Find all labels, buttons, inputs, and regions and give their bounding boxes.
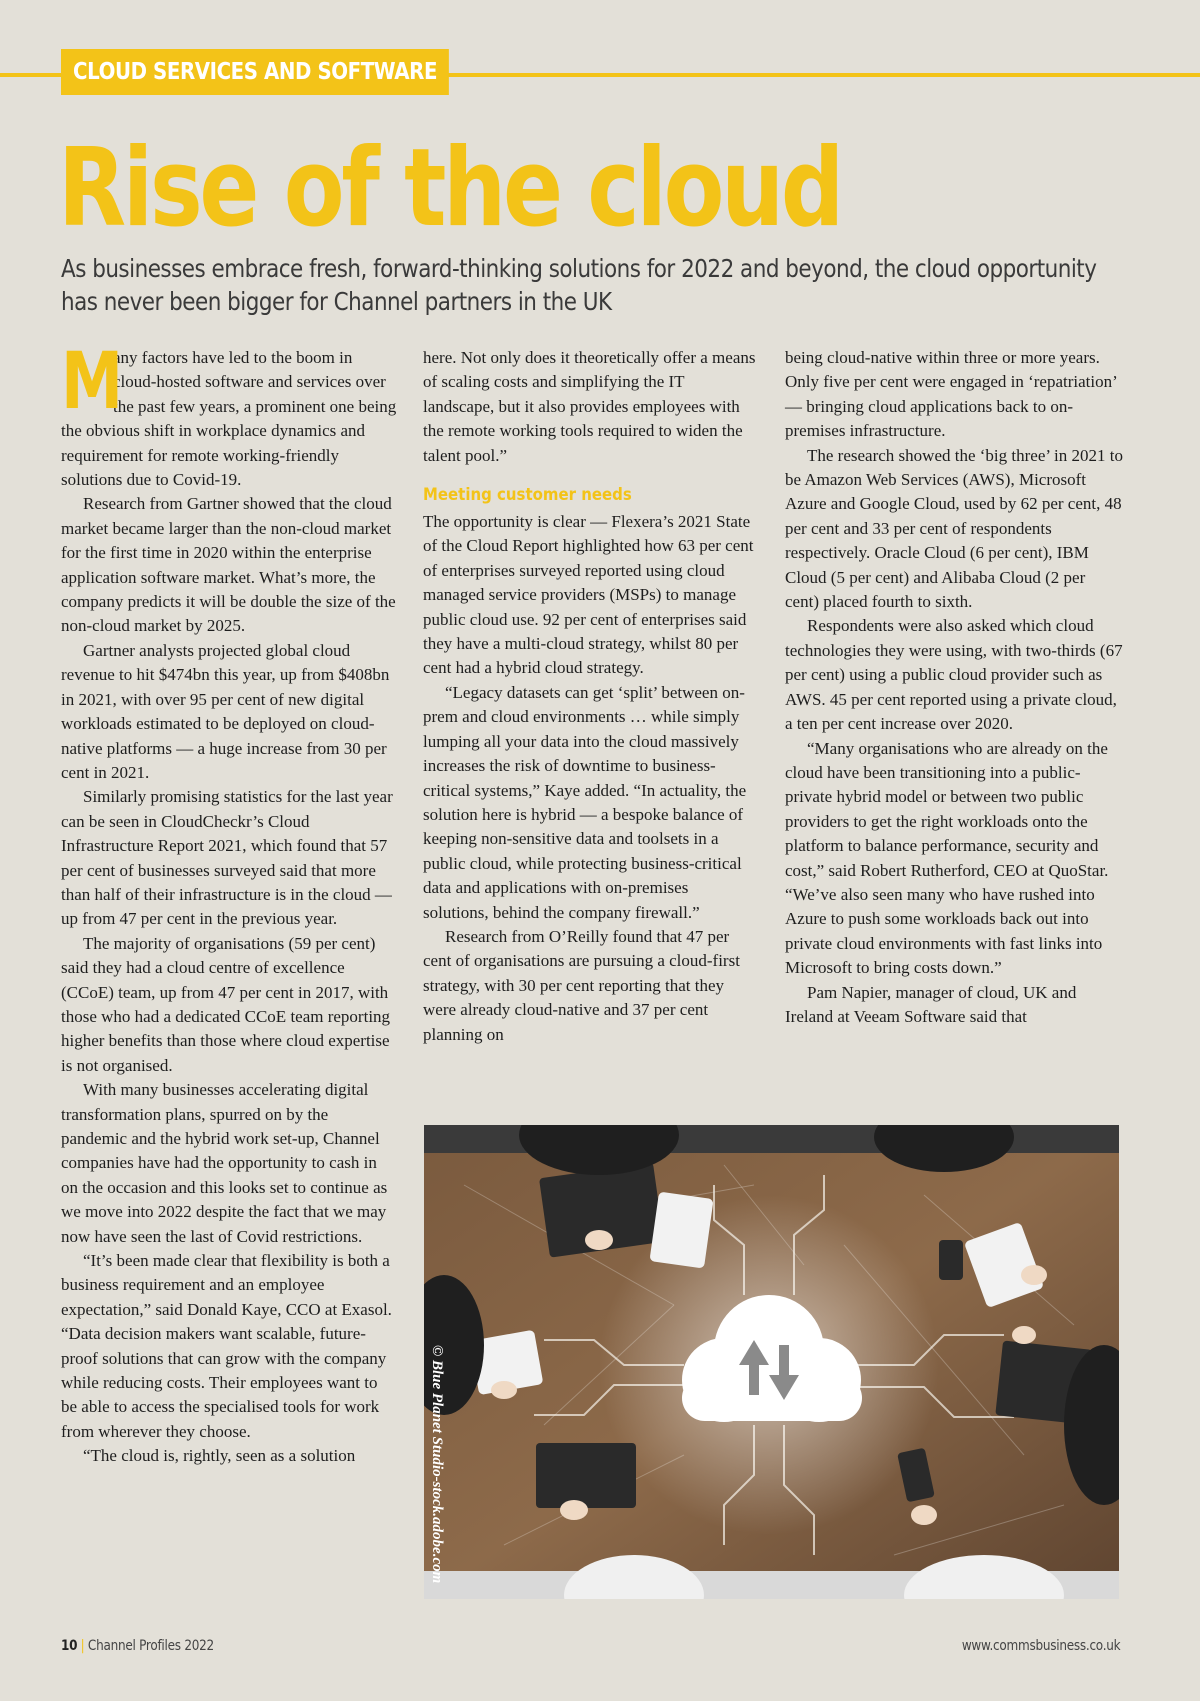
footer-separator: | xyxy=(80,1638,85,1654)
column-3 xyxy=(785,346,1123,1029)
paragraph: Similarly promising statistics for the last year can be seen in CloudCheckr’s Cloud Infrastructure Report 2021, which found that 57 per cent of businesses surveyed said that more than half of their infrastructure is in the cloud — up from 47 per cent in the previous year. xyxy=(61,787,393,929)
paragraph: being cloud-native within three or more years. Only five per cent were engaged in ‘repatriation’ — bringing cloud applications back to on-premises infrastructure. xyxy=(785,348,1117,441)
paragraph: Pam Napier, manager of cloud, UK and Ireland at Veeam Software said that xyxy=(785,982,1077,1026)
footer-website: www.commsbusiness.co.uk xyxy=(961,1638,1120,1654)
article-title: Rise of the cloud xyxy=(58,126,842,251)
paragraph: The majority of organisations (59 per cent) said they had a cloud centre of excellence (CCoE) team, up from 47 per cent in 2017, with those who had a dedicated CCoE team reporting higher benefits than those where cloud expertise is not organised. xyxy=(61,933,391,1075)
paragraph: “Legacy datasets can get ‘split’ between on-prem and cloud environments … while simply lumping all your data into the cloud massively increases the risk of downtime to business-critical systems,” Kaye added. “In actuality, the solution here is hybrid — a bespoke balance of keeping non-sensitive data and toolsets in a public cloud, while protecting business-critical data and applications with on-premises solutions, behind the company firewall.” xyxy=(423,682,747,922)
paragraph: The research showed the ‘big three’ in 2021 to be Amazon Web Services (AWS), Microsoft Azure and Google Cloud, used by 62 per cent, 48 per cent and 33 per cent of respondents respectively. Oracle Cloud (6 per cent), IBM Cloud (5 per cent) and Alibaba Cloud (2 per cent) placed fourth to sixth. xyxy=(785,445,1123,612)
cloud-network-illustration xyxy=(424,1125,1119,1599)
publication-name: Channel Profiles 2022 xyxy=(87,1638,214,1654)
page-number: 10 xyxy=(61,1638,78,1654)
paragraph: Research from Gartner showed that the cloud market became larger than the non-cloud market for the first time in 2020 within the enterprise application software market. What’s more, the company predicts it will be double the size of the non-cloud market by 2025. xyxy=(61,494,396,636)
subheading: Meeting customer needs xyxy=(423,485,632,506)
column-2 xyxy=(423,346,757,1047)
paragraph: Respondents were also asked which cloud technologies they were using, with two-thirds (67 per cent) using a public cloud provider such as AWS. 45 per cent reported using a private cloud, a ten per cent increase over 2020. xyxy=(785,616,1123,734)
paragraph: Research from O’Reilly found that 47 per cent of organisations are pursuing a cloud-first strategy, with 30 per cent reporting that they were already cloud-native and 37 per cent planning on xyxy=(423,926,740,1044)
paragraph: here. Not only does it theoretically offer a means of scaling costs and simplifying the IT landscape, but it also provides employees with the remote working tools required to widen the talent pool.” xyxy=(423,348,756,465)
paragraph: With many businesses accelerating digital transformation plans, spurred on by the pandemic and the hybrid work set-up, Channel companies have had the opportunity to cash in on the occasion and this looks set to continue as we move into 2022 despite the fact that we may now have seen the last of Covid restrictions. xyxy=(61,1080,388,1246)
paragraph: The opportunity is clear — Flexera’s 2021 State of the Cloud Report highlighted how 63 per cent of enterprises surveyed reported using cloud managed service providers (MSPs) to manage public cloud use. 92 per cent of enterprises said they have a multi-cloud strategy, whilst 80 per cent had a hybrid cloud strategy. xyxy=(423,512,754,678)
paragraph: M any factors have led to the boom in cloud-hosted software and services over the past few years, a prominent one being the obvious shift in workplace dynamics and requirement for remote working-friendly solutions due to Covid-19. xyxy=(61,337,397,490)
paragraph: “It’s been made clear that flexibility is both a business requirement and an employee expectation,” said Donald Kaye, CCO at Exasol. “Data decision makers want scalable, future-proof solutions that can grow with the company while reducing costs. Their employees want to be able to access the specialised tools for work from wherever they choose. xyxy=(61,1251,392,1441)
paragraph: “Many organisations who are already on the cloud have been transitioning into a public-private hybrid model or between two public providers to get the right workloads onto the platform to balance performance, security and cost,” said Robert Rutherford, CEO at QuoStar. “We’ve also seen many who have rushed into Azure to push some workloads back out into private cloud environments with fast links into Microsoft to bring costs down.” xyxy=(785,738,1109,978)
footer-left xyxy=(61,1638,214,1654)
paragraph: Gartner analysts projected global cloud revenue to hit $474bn this year, up from $408bn in 2021, with over 95 per cent of new digital workloads estimated to be deployed on cloud-native platforms — a huge increase from 30 per cent in 2021. xyxy=(61,640,390,782)
article-standfirst: As businesses embrace fresh, forward-thinking solutions for 2022 and beyond, the cloud opportunity has never been bigger for Channel partners in the UK xyxy=(61,254,1097,316)
section-tag: CLOUD SERVICES AND SOFTWARE xyxy=(61,49,449,95)
drop-cap: M xyxy=(61,337,124,427)
paragraph: “The cloud is, rightly, seen as a solution xyxy=(83,1446,356,1466)
article-photo xyxy=(424,1125,1119,1599)
column-1 xyxy=(61,337,397,1469)
